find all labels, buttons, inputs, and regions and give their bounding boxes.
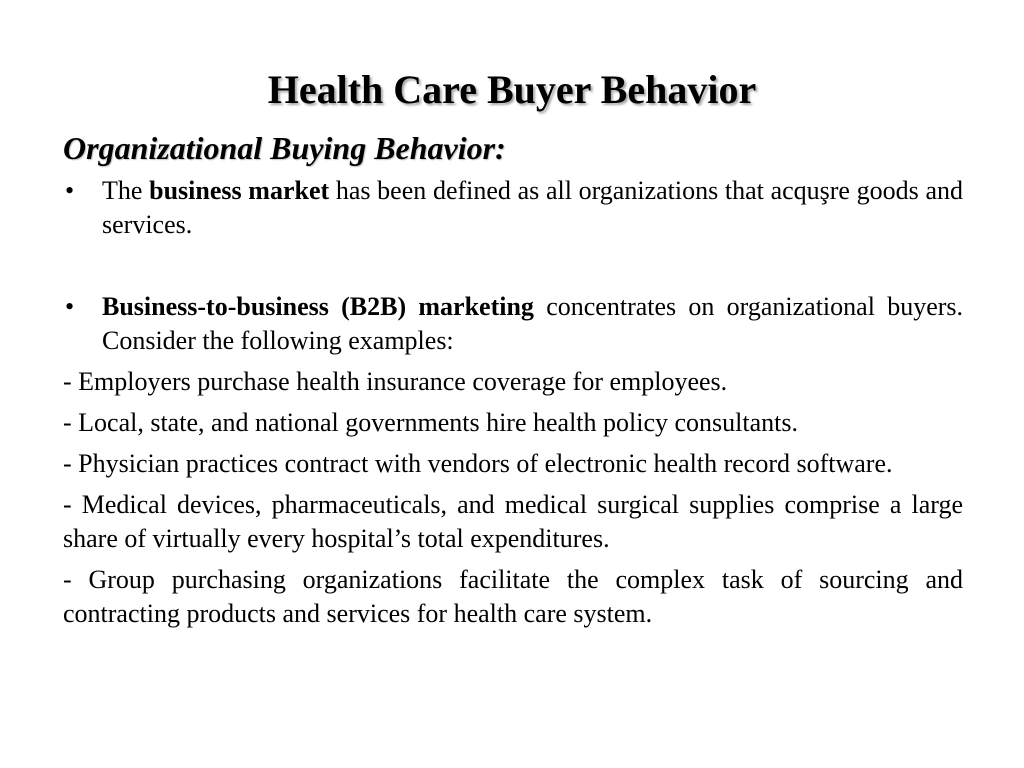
- example-item-governments: - Local, state, and national governments hire health policy consultants.: [63, 408, 799, 437]
- bullet-item-business-market: [63, 174, 963, 242]
- example-item-medical-devices: - Medical devices, pharmaceuticals, and medical surgical supplies comprise a large share of virtually every hospital’s total expenditures.: [63, 490, 963, 553]
- example-item-employers: - Employers purchase health insurance coverage for employees.: [63, 367, 728, 396]
- bullet-lead: The: [102, 176, 143, 205]
- slide-subtitle: Organizational Buying Behavior:: [63, 130, 506, 166]
- bullet-bold-term: business market: [149, 176, 330, 205]
- bullet-rest: has been defined as all organizations that acquşre goods and services.: [102, 176, 963, 239]
- slide-title: Health Care Buyer Behavior: [267, 67, 757, 112]
- bullet-rest: concentrates on organizational buyers. Consider the following examples:: [102, 292, 964, 355]
- bullet-marker: •: [65, 292, 75, 321]
- example-item-physician-practices: - Physician practices contract with vendors of electronic health record software.: [63, 449, 893, 478]
- slide-content: [63, 128, 963, 631]
- bullet-bold-term: Business-to-business (B2B) marketing: [102, 292, 534, 321]
- bullet-text: [102, 290, 963, 358]
- example-item-group-purchasing: - Group purchasing organizations facilitate the complex task of sourcing and contracting products and services for health care system.: [63, 565, 963, 628]
- bullet-item-b2b-marketing: [63, 290, 963, 358]
- bullet-text: [102, 174, 963, 242]
- bullet-marker: •: [65, 176, 75, 205]
